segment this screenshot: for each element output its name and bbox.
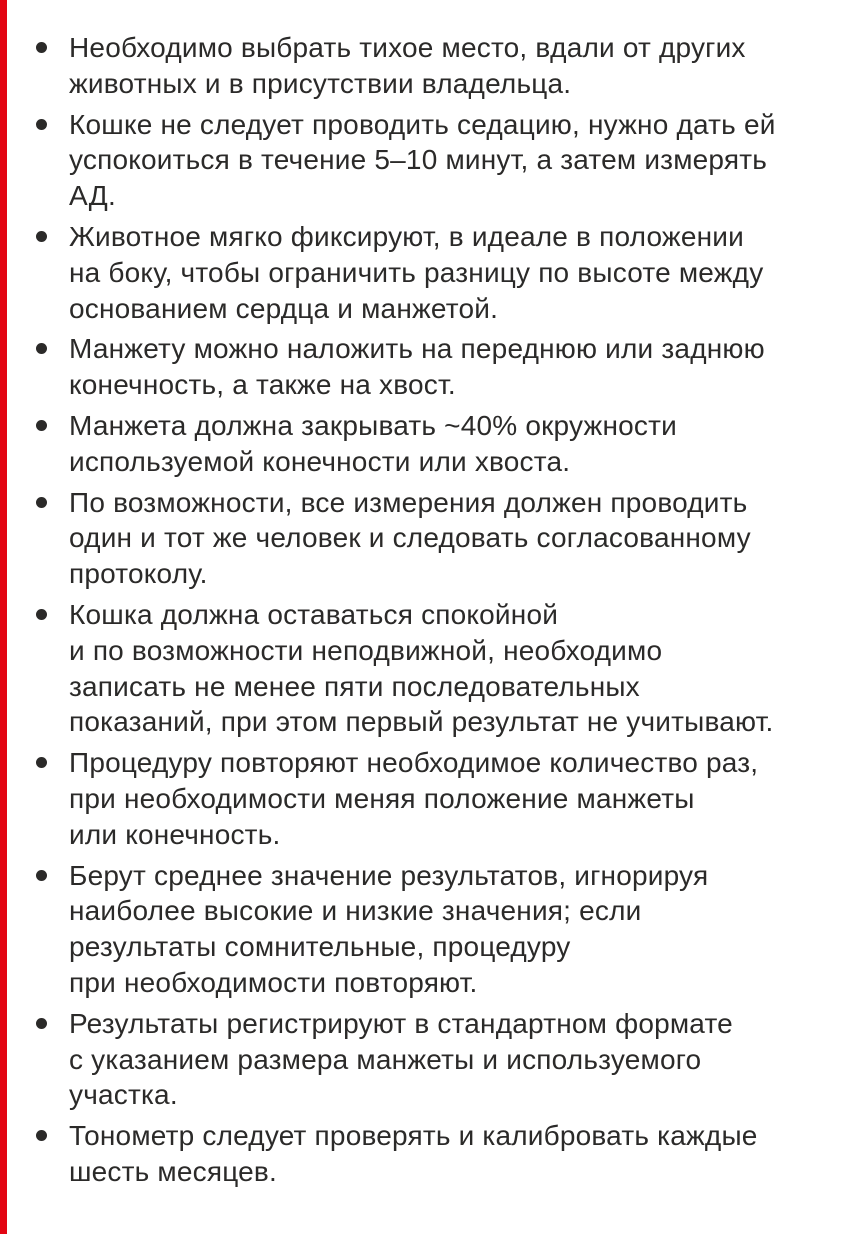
list-item-line: и по возможности неподвижной, необходимо	[69, 634, 663, 666]
list-item-line: при необходимости повторяют.	[69, 966, 478, 998]
list-item-line: конечность, а также на хвост.	[69, 369, 456, 401]
list-item-line: АД.	[69, 180, 116, 212]
list-item-line: По возможности, все измерения должен проводить	[69, 486, 748, 518]
list-item	[34, 597, 844, 740]
list-item-line: шесть месяцев.	[69, 1155, 277, 1187]
list-item	[34, 30, 844, 102]
list-item	[34, 331, 844, 403]
list-item-line: Манжета должна закрывать ~40% окружности	[69, 409, 677, 441]
red-accent-bar	[0, 0, 7, 1234]
bullet-icon	[36, 343, 47, 354]
list-item-line: успокоиться в течение 5–10 минут, а затем измерять	[69, 144, 768, 176]
bullet-icon	[36, 1130, 47, 1141]
bullet-icon	[36, 609, 47, 620]
list-item-line: Необходимо выбрать тихое место, вдали от других	[69, 32, 746, 63]
list-item-line: на боку, чтобы ограничить разницу по высоте между	[69, 256, 764, 288]
list-item-line: Кошке не следует проводить седацию, нужно дать ей	[69, 108, 776, 140]
list-item	[34, 408, 844, 480]
list-item-line: протоколу.	[69, 558, 208, 590]
bullet-icon	[36, 420, 47, 431]
bullet-icon	[36, 231, 47, 242]
list-item-line: животных и в присутствии владельца.	[69, 67, 572, 99]
list-item-line: показаний, при этом первый результат не учитывают.	[69, 706, 774, 738]
list-item	[34, 1006, 844, 1113]
list-item-line: Животное мягко фиксируют, в идеале в положении	[69, 220, 744, 252]
list-item-line: основанием сердца и манжетой.	[69, 292, 499, 324]
list-item-line: Кошка должна оставаться спокойной	[69, 598, 559, 630]
list-item	[34, 858, 844, 1001]
list-item	[34, 485, 844, 592]
list-item-line: Результаты регистрируют в стандартном формате	[69, 1007, 733, 1039]
list-item-line: Процедуру повторяют необходимое количество раз,	[69, 747, 759, 779]
list-item	[34, 1118, 844, 1190]
measurement-guidelines-list	[34, 30, 844, 1195]
bullet-icon	[36, 42, 47, 53]
list-item-line: один и тот же человек и следовать согласованному	[69, 522, 751, 554]
bullet-icon	[36, 757, 47, 768]
bullet-icon	[36, 1018, 47, 1029]
list-item-line: Берут среднее значение результатов, игнорируя	[69, 859, 709, 891]
list-item-line: используемой конечности или хвоста.	[69, 445, 571, 477]
list-item-line: результаты сомнительные, процедуру	[69, 931, 571, 963]
list-item-line: Тонометр следует проверять и калибровать каждые	[69, 1120, 758, 1152]
list-item-line: участка.	[69, 1079, 178, 1111]
list-item	[34, 107, 844, 214]
list-item	[34, 745, 844, 852]
list-item	[34, 219, 844, 326]
bullet-icon	[36, 497, 47, 508]
list-item-line: Манжету можно наложить на переднюю или заднюю	[69, 333, 765, 365]
list-item-line: с указанием размера манжеты и используемого	[69, 1043, 702, 1075]
list-item-line: наиболее высокие и низкие значения; если	[69, 895, 642, 927]
bullet-icon	[36, 870, 47, 881]
list-item-line: или конечность.	[69, 818, 281, 850]
bullet-icon	[36, 119, 47, 130]
list-item-line: записать не менее пяти последовательных	[69, 670, 640, 702]
list-item-line: при необходимости меняя положение манжеты	[69, 782, 695, 814]
